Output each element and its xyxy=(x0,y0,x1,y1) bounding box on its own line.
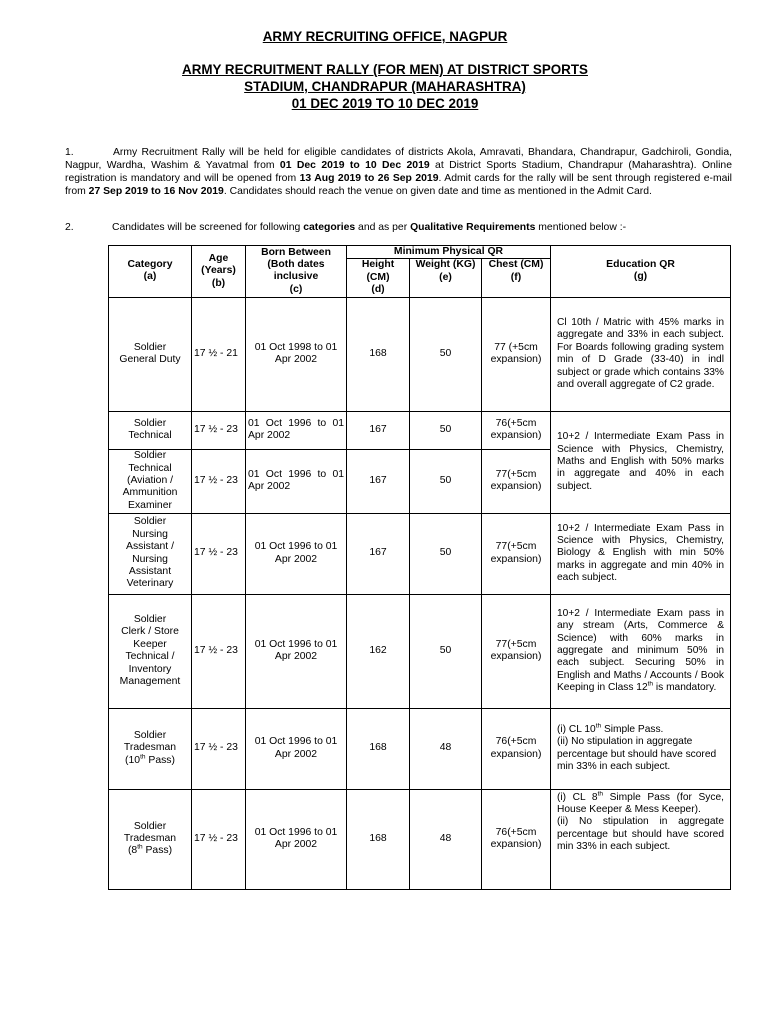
table-row xyxy=(109,411,731,449)
header-born-between: Born Between (Both dates inclusive (c) xyxy=(246,246,347,298)
cell-category: Soldier Technical xyxy=(109,411,192,449)
cell-weight: 48 xyxy=(410,708,482,789)
cell-education: 10+2 / Intermediate Exam Pass in Science with Physics, Chemistry, Maths and English with 50% marks in aggregate and 40% in each subject. xyxy=(551,411,731,513)
cell-born: 01 Oct 1996 to 01 Apr 2002 xyxy=(246,789,347,889)
cell-age: 17 ½ - 21 xyxy=(192,297,246,411)
cell-category: Soldier General Duty xyxy=(109,297,192,411)
cell-category: Soldier Nursing Assistant / Nursing Assistant Veterinary xyxy=(109,513,192,594)
table-row xyxy=(109,513,731,594)
cell-chest: 77(+5cm expansion) xyxy=(482,513,551,594)
cell-born: 01 Oct 1996 to 01 Apr 2002 xyxy=(246,594,347,708)
table-header-row xyxy=(109,246,731,259)
cell-education: (i) CL 8th Simple Pass (for Syce, House Keeper & Mess Keeper). (ii) No stipulation in aggregate percentage but should have scored min 33% in each subject. xyxy=(551,789,731,889)
cell-chest: 76(+5cm expansion) xyxy=(482,411,551,449)
cell-height: 167 xyxy=(347,513,410,594)
cell-education: (i) CL 10th Simple Pass. (ii) No stipulation in aggregate percentage but should have scored min 33% in each subject. xyxy=(551,708,731,789)
cell-chest: 76(+5cm expansion) xyxy=(482,708,551,789)
cell-education: 10+2 / Intermediate Exam Pass in Science with Physics, Chemistry, Biology & English with min 50% marks in aggregate and min 40% in each subject. xyxy=(551,513,731,594)
cell-height: 167 xyxy=(347,411,410,449)
cell-weight: 50 xyxy=(410,411,482,449)
cell-height: 168 xyxy=(347,708,410,789)
cell-weight: 50 xyxy=(410,297,482,411)
rally-title-line2: STADIUM, CHANDRAPUR (MAHARASHTRA) xyxy=(244,79,526,94)
table-row xyxy=(109,297,731,411)
header-education-qr: Education QR (g) xyxy=(551,246,731,298)
cell-born: 01 Oct 1996 to 01 Apr 2002 xyxy=(246,449,347,513)
cell-age: 17 ½ - 23 xyxy=(192,594,246,708)
cell-category: Soldier Tradesman (10th Pass) xyxy=(109,708,192,789)
paragraph-number: 1. xyxy=(65,147,74,158)
cell-height: 167 xyxy=(347,449,410,513)
table-row xyxy=(109,708,731,789)
cell-age: 17 ½ - 23 xyxy=(192,513,246,594)
cell-age: 17 ½ - 23 xyxy=(192,789,246,889)
table-row xyxy=(109,789,731,889)
cell-born: 01 Oct 1996 to 01 Apr 2002 xyxy=(246,708,347,789)
cell-height: 162 xyxy=(347,594,410,708)
office-title: ARMY RECRUITING OFFICE, NAGPUR xyxy=(262,29,508,44)
cell-category: Soldier Tradesman (8th Pass) xyxy=(109,789,192,889)
cell-chest: 77 (+5cm expansion) xyxy=(482,297,551,411)
cell-height: 168 xyxy=(347,297,410,411)
cell-born: 01 Oct 1996 to 01 Apr 2002 xyxy=(246,411,347,449)
cell-chest: 76(+5cm expansion) xyxy=(482,789,551,889)
header-min-physical-qr: Minimum Physical QR xyxy=(347,246,551,259)
cell-education: 10+2 / Intermediate Exam pass in any stream (Arts, Commerce & Science) with 60% marks in aggregate and minimum 50% in each subject. Securing 50% in English and Maths / Accounts / Book Keeping in Class 12th is mandatory. xyxy=(551,594,731,708)
cell-weight: 48 xyxy=(410,789,482,889)
header-height: Height (CM) (d) xyxy=(347,259,410,297)
cell-category: Soldier Clerk / Store Keeper Technical / Inventory Management xyxy=(109,594,192,708)
cell-weight: 50 xyxy=(410,513,482,594)
cell-chest: 77(+5cm expansion) xyxy=(482,594,551,708)
cell-age: 17 ½ - 23 xyxy=(192,449,246,513)
paragraph-1: 1. Army Recruitment Rally will be held for eligible candidates of districts Akola, Amravati, Bhandara, Chandrapur, Gadchiroli, Gondia, Nagpur, Wardha, Washim & Yavatmal from 01 Dec 2019 to 10 Dec 2019 at District Sports Stadium, Chandrapur (Maharashtra). Online registration is mandatory and will be opened from 13 Aug 2019 to 26 Sep 2019. Admit cards for the rally will be sent through registered e-mail from 27 Sep 2019 to 16 Nov 2019. Candidates should reach the venue on given date and time as mentioned in the Admit Card. xyxy=(65,147,732,197)
cell-born: 01 Oct 1996 to 01 Apr 2002 xyxy=(246,513,347,594)
header-chest: Chest (CM) (f) xyxy=(482,259,551,297)
cell-weight: 50 xyxy=(410,594,482,708)
cell-education: Cl 10th / Matric with 45% marks in aggregate and 33% in each subject. For Boards following grading system min of D Grade (33-40) in indl subject or grade which contains 33% and overall aggregate of C2 grade. xyxy=(551,297,731,411)
rally-title-line1: ARMY RECRUITMENT RALLY (FOR MEN) AT DISTRICT SPORTS xyxy=(182,62,588,77)
cell-category: Soldier Technical (Aviation / Ammunition Examiner xyxy=(109,449,192,513)
paragraph-2: 2. Candidates will be screened for following categories and as per Qualitative Requirements mentioned below :- xyxy=(65,222,627,233)
cell-weight: 50 xyxy=(410,449,482,513)
eligibility-table xyxy=(108,245,731,890)
cell-chest: 77(+5cm expansion) xyxy=(482,449,551,513)
cell-height: 168 xyxy=(347,789,410,889)
rally-dates: 01 DEC 2019 TO 10 DEC 2019 xyxy=(291,96,479,111)
cell-born: 01 Oct 1998 to 01 Apr 2002 xyxy=(246,297,347,411)
cell-age: 17 ½ - 23 xyxy=(192,411,246,449)
header-category: Category (a) xyxy=(109,246,192,298)
paragraph-number: 2. xyxy=(65,222,74,233)
header-weight: Weight (KG) (e) xyxy=(410,259,482,297)
table-row xyxy=(109,594,731,708)
cell-age: 17 ½ - 23 xyxy=(192,708,246,789)
header-age: Age (Years) (b) xyxy=(192,246,246,298)
